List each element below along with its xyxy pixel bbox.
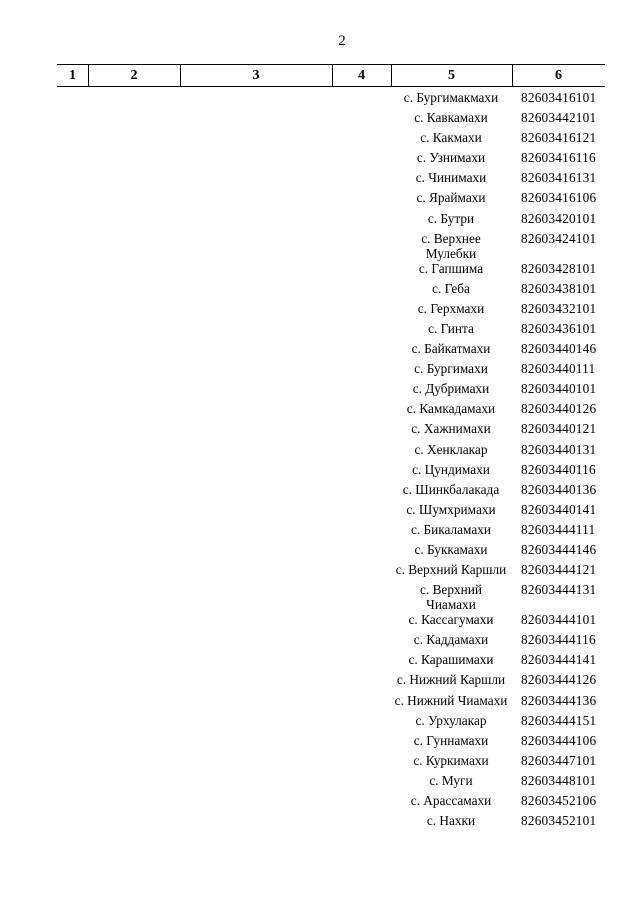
settlement-name: с. Камкадамахи [406, 401, 496, 417]
oktmo-code: 82603416106 [521, 190, 597, 206]
oktmo-code: 82603452101 [521, 813, 597, 829]
oktmo-code: 82603444121 [521, 562, 597, 578]
table-row [0, 542, 640, 562]
oktmo-code: 82603416121 [521, 130, 597, 146]
table-row [0, 90, 640, 110]
header-col-3: 3 [252, 67, 260, 83]
table-row [0, 562, 640, 582]
table-row [0, 733, 640, 753]
settlement-name: с. Арассамахи [410, 793, 492, 808]
settlement-name: с. Гуннамахи [413, 732, 489, 748]
table-header [57, 64, 605, 87]
table-row [0, 442, 640, 462]
oktmo-code: 82603440146 [521, 341, 597, 357]
oktmo-code: 82603448101 [521, 772, 597, 788]
oktmo-code: 82603444141 [521, 652, 597, 668]
settlement-name: с. Верхний Чиамахи [420, 582, 482, 613]
table-row [0, 652, 640, 672]
table-row [0, 582, 640, 612]
oktmo-code: 82603444101 [521, 612, 597, 628]
settlement-name: с. Шинкбалакада [402, 481, 500, 497]
settlement-name: с. Кассагумахи [408, 612, 494, 628]
header-col-1: 1 [69, 67, 76, 83]
settlement-name: с. Герхмахи [417, 300, 485, 316]
settlement-name: с. Байкатмахи [411, 341, 491, 357]
oktmo-code: 82603436101 [521, 320, 597, 336]
table-row [0, 341, 640, 361]
oktmo-code: 82603444146 [521, 541, 597, 557]
settlement-name: с. Геба [432, 280, 470, 296]
oktmo-code: 82603428101 [521, 260, 597, 276]
header-col-4: 4 [358, 67, 365, 83]
settlement-name: с. Буккамахи [414, 541, 488, 557]
table-row [0, 150, 640, 170]
oktmo-code: 82603442101 [521, 110, 597, 126]
settlement-name: с. Узнимахи [416, 150, 486, 166]
table-row [0, 813, 640, 833]
oktmo-code: 82603440141 [521, 501, 597, 517]
oktmo-code: 82603440136 [521, 481, 597, 497]
settlement-name: с. Верхний Каршли [395, 562, 507, 578]
settlement-name: с. Бургимакмахи [403, 90, 499, 105]
oktmo-code: 82603424101 [521, 230, 597, 246]
table-row [0, 170, 640, 190]
oktmo-code: 82603444131 [521, 582, 597, 598]
settlement-name: с. Гапшима [418, 260, 484, 276]
oktmo-code: 82603447101 [521, 752, 597, 768]
oktmo-code: 82603432101 [521, 300, 597, 316]
header-col-2: 2 [130, 67, 138, 83]
settlement-name: с. Куркимахи [413, 752, 489, 768]
table-row [0, 361, 640, 381]
table-row [0, 301, 640, 321]
settlement-name: с. Какмахи [420, 130, 482, 146]
settlement-list [0, 90, 640, 833]
oktmo-code: 82603444136 [521, 692, 597, 708]
oktmo-code: 82603416131 [521, 170, 597, 186]
table-row [0, 713, 640, 733]
settlement-name: с. Урхулакар [415, 712, 487, 728]
table-row [0, 401, 640, 421]
settlement-name: с. Чинимахи [415, 170, 487, 186]
oktmo-code: 82603444126 [521, 672, 597, 688]
table-row [0, 281, 640, 301]
oktmo-code: 82603444111 [521, 521, 596, 537]
table-row [0, 130, 640, 150]
settlement-name: с. Дубримахи [412, 381, 490, 397]
oktmo-code: 82603440131 [521, 441, 597, 457]
settlement-name: с. Бутри [427, 210, 475, 226]
settlement-name: с. Яраймахи [416, 190, 486, 206]
oktmo-code: 82603440111 [521, 361, 596, 377]
oktmo-code: 82603440121 [521, 421, 597, 437]
table-row [0, 693, 640, 713]
oktmo-code: 82603440101 [521, 381, 597, 397]
table-row [0, 672, 640, 692]
table-row [0, 793, 640, 813]
settlement-name: с. Бикаламахи [410, 521, 492, 537]
table-row [0, 522, 640, 542]
settlement-name: с. Муги [429, 772, 473, 788]
settlement-name: с. Каддамахи [413, 632, 489, 648]
table-row [0, 462, 640, 482]
table-row [0, 211, 640, 231]
table-row [0, 110, 640, 130]
table-row [0, 261, 640, 281]
table-row [0, 381, 640, 401]
page-number: 2 [338, 33, 346, 49]
header-col-5: 5 [448, 67, 455, 83]
oktmo-code: 82603444116 [521, 632, 596, 648]
table-row [0, 753, 640, 773]
oktmo-code: 82603438101 [521, 280, 597, 296]
settlement-name: с. Хенклакар [414, 441, 488, 457]
settlement-name: с. Нижний Каршли [396, 672, 506, 688]
table-row [0, 612, 640, 632]
settlement-name: с. Гинта [428, 320, 474, 336]
settlement-name: с. Бургимахи [414, 361, 488, 377]
header-col-6: 6 [555, 67, 562, 83]
oktmo-code: 82603440126 [521, 401, 597, 417]
settlement-name: с. Цундимахи [412, 461, 490, 477]
oktmo-code: 82603444151 [521, 712, 597, 728]
settlement-name: с. Нахки [426, 813, 476, 829]
table-row [0, 190, 640, 210]
table-row [0, 421, 640, 441]
oktmo-code: 82603440116 [521, 461, 596, 477]
settlement-name: с. Кавкамахи [414, 110, 488, 126]
oktmo-code: 82603416101 [521, 90, 597, 105]
table-row [0, 502, 640, 522]
settlement-name: с. Карашимахи [408, 652, 494, 668]
settlement-name: с. Верхнее Мулебки [421, 230, 481, 261]
table-row [0, 231, 640, 261]
table-row [0, 482, 640, 502]
table-row [0, 773, 640, 793]
settlement-name: с. Хажнимахи [411, 421, 491, 437]
oktmo-code: 82603444106 [521, 732, 597, 748]
oktmo-code: 82603420101 [521, 210, 597, 226]
table-row [0, 321, 640, 341]
table-row [0, 632, 640, 652]
oktmo-code: 82603416116 [521, 150, 596, 166]
oktmo-code: 82603452106 [521, 793, 597, 808]
settlement-name: с. Шумхримахи [406, 501, 496, 517]
settlement-name: с. Нижний Чиамахи [394, 692, 508, 708]
